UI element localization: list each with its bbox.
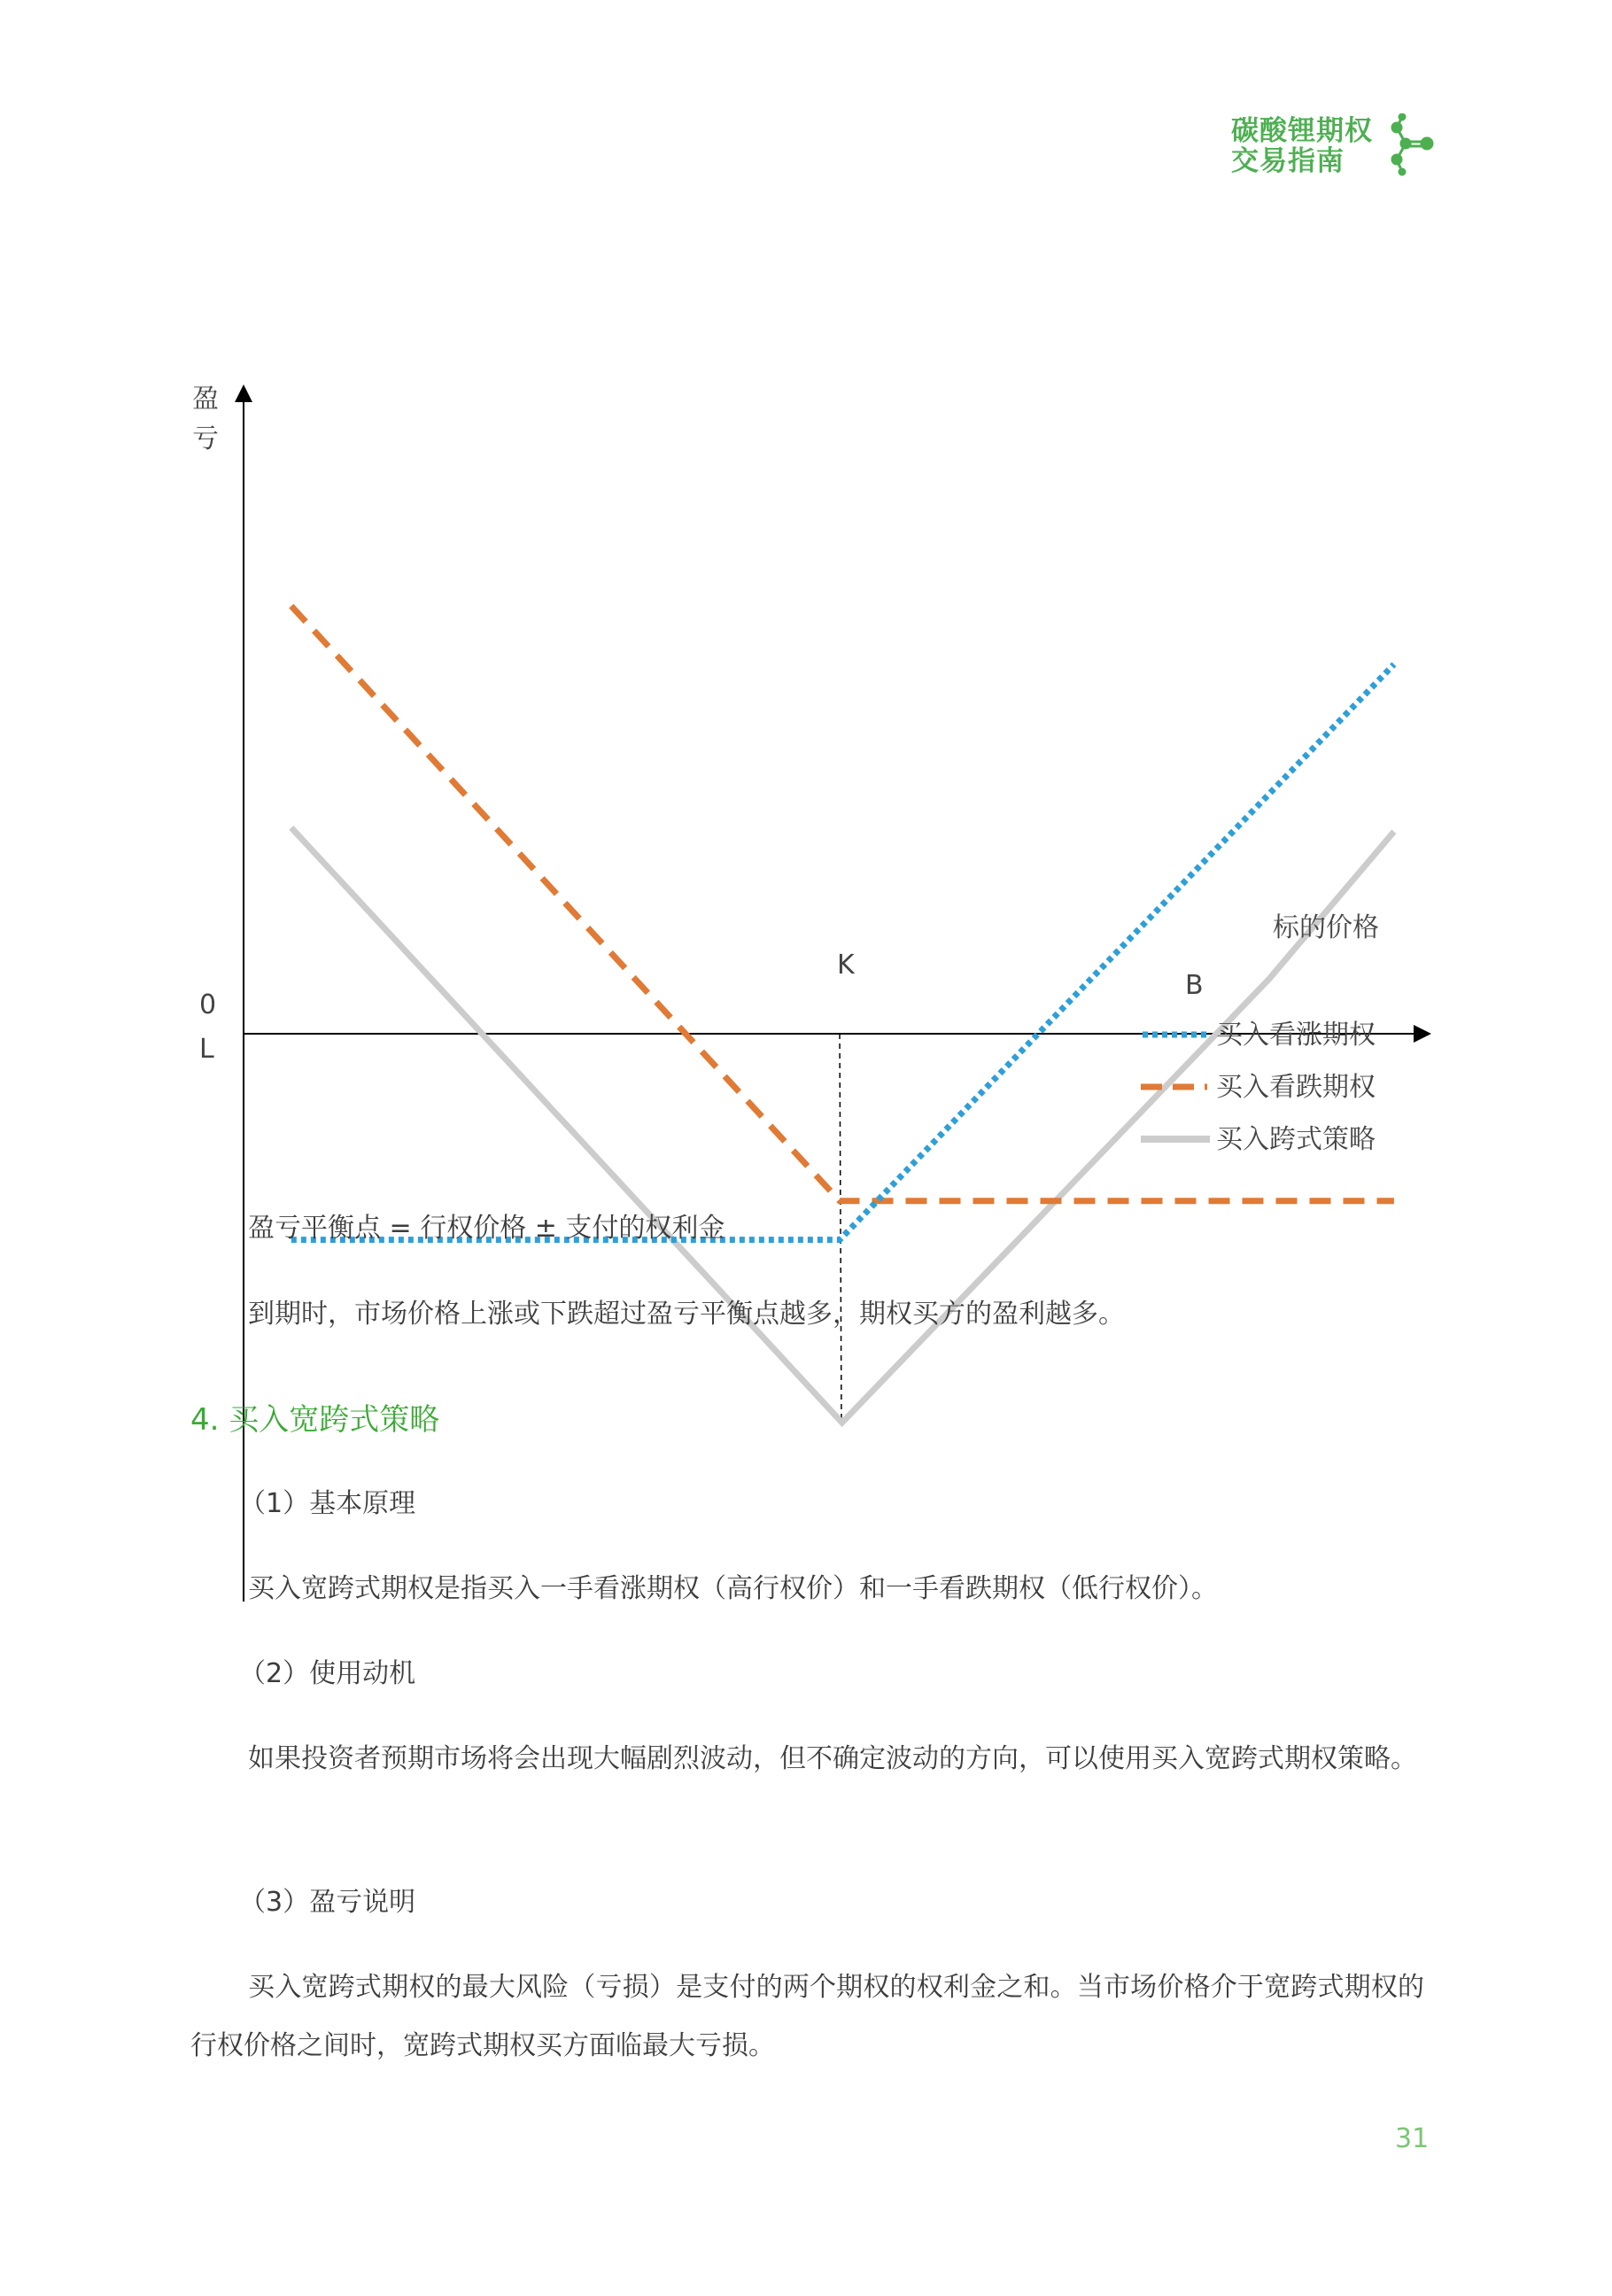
series-line-put [291,606,1394,1201]
page-number: 31 [1395,2123,1430,2154]
paragraph-expiry-profit: 到期时，市场价格上涨或下跌超过盈亏平衡点越多，期权买方的盈利越多。 [248,1299,1125,1330]
breakeven-formula: 盈亏平衡点 = 行权价格 ± 支付的权利金 [248,1213,725,1244]
paragraph-motivation-text: 如果投资者预期市场将会出现大幅剧烈波动，但不确定波动的方向，可以使用买入宽跨式期权策略。 [248,1743,1417,1774]
legend-label-straddle: 买入跨式策略 [1216,1124,1376,1155]
subheading-principle: （1）基本原理 [239,1488,416,1519]
y-axis-label-1: 盈 [192,384,219,415]
x-axis-label: 标的价格 [1273,912,1379,943]
x-annotation-b: B [1185,970,1204,1001]
x-annotation-k: K [837,950,855,981]
subheading-pnl: （3）盈亏说明 [239,1887,416,1918]
paragraph-principle: 买入宽跨式期权是指买入一手看涨期权（高行权价）和一手看跌期权（低行权价）。 [248,1573,1218,1604]
subheading-motivation: （2）使用动机 [239,1658,416,1689]
strike-guide-line [840,1034,841,1423]
section-heading: 4. 买入宽跨式策略 [190,1402,440,1438]
paragraph-pnl-text: 买入宽跨式期权的最大风险（亏损）是支付的两个期权的权利金之和。当市场价格介于宽跨式期权的行权价格之间时，宽跨式期权买方面临最大亏损。 [190,1972,1424,2061]
legend-label-call: 买入看涨期权 [1216,1020,1376,1051]
y-tick-zero: 0 [199,989,217,1020]
paragraph-motivation [190,1730,1424,1788]
logo-title-line1: 碳酸锂期权 [1231,115,1373,147]
legend [1141,1020,1376,1155]
paragraph-pnl [190,1959,1424,2075]
logo-title-line2: 交易指南 [1231,145,1345,177]
y-tick-l: L [199,1034,214,1065]
legend-label-put: 买入看跌期权 [1216,1072,1376,1103]
y-axis-label-2: 亏 [192,423,219,454]
